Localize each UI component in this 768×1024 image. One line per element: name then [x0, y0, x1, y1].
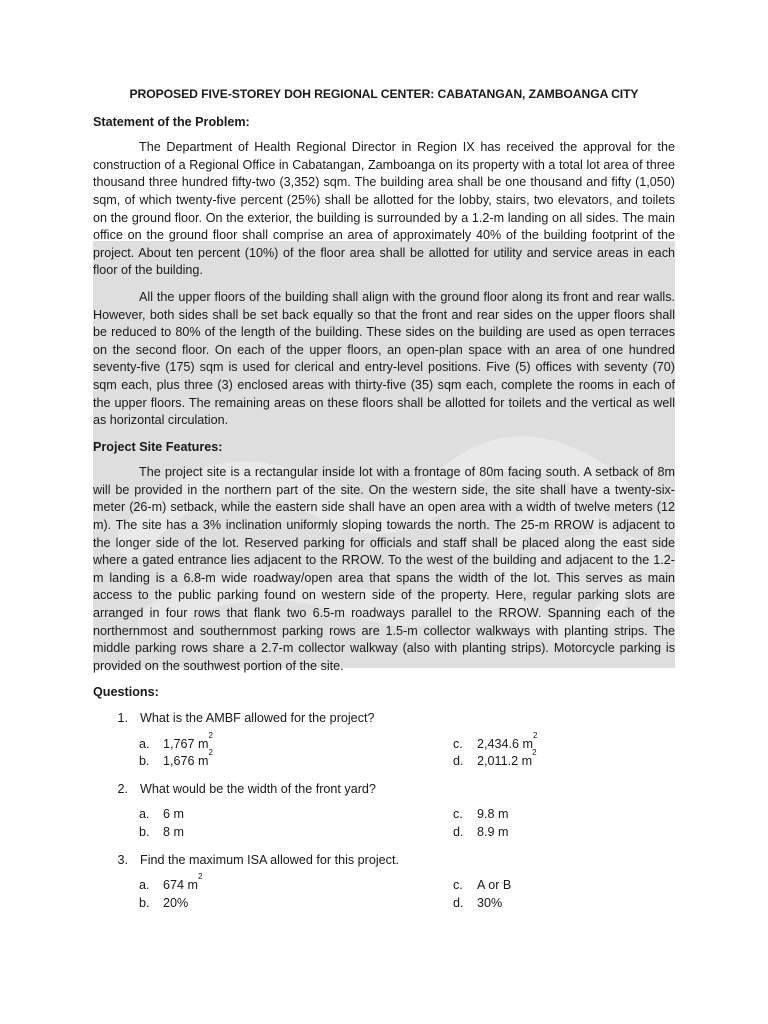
- site-paragraph-1: The project site is a rectangular inside lot with a frontage of 80m facing south. A setback of 8m will be provided in the northern part of the site. On the western side, the site shall have a twenty-six-meter (26-m) setback, while the eastern side shall have an open area with a width of twelve meters (12 m). The site has a 3% inclination uniformly sloping towards the north. The 25-m RROW is adjacent to the longer side of the lot. Reserved parking for officials and staff shall be placed along the east side where a gated entrance lies adjacent to the RROW. To the west of the building and adjacent to the 1.2-m landing is a 6.8-m wide roadway/open area that spans the width of the lot. This serves as main access to the public parking found on western side of the property. Here, regular parking slots are arranged in four rows that flank two 6.5-m roadways parallel to the RROW. Spanning each of the northernmost and southernmost parking rows are 1.5-m collector walkways with planting strips. The middle parking rows share a 2.7-m collector walkway (also with planting strips). Motorcycle parking is provided on the southwest portion of the site.: [93, 465, 675, 673]
- document-page: [93, 86, 675, 922]
- option-a: a. 674 m 2: [139, 872, 203, 893]
- option-a: a. 6 m: [139, 807, 184, 822]
- document-title: PROPOSED FIVE-STOREY DOH REGIONAL CENTER: CABATANGAN, ZAMBOANGA CITY: [129, 87, 639, 101]
- problem-heading: Statement of the Problem:: [93, 114, 250, 129]
- question-text: What would be the width of the front yard?: [140, 781, 376, 796]
- site-heading: Project Site Features:: [93, 439, 223, 454]
- question-number: 3.: [117, 852, 128, 867]
- problem-paragraph-1: The Department of Health Regional Director in Region IX has received the approval for the construction of a Regional Office in Cabatangan, Zamboanga on its property with a total lot area of three thousand three hundred fifty-two (3,352) sqm. The building area shall be one thousand and fifty (1,050) sqm, of which twenty-five percent (25%) shall be allotted for the lobby, stairs, two elevators, and toilets on the ground floor. On the exterior, the building is surrounded by a 1.2-m landing on all sides. The main office on the ground floor shall comprise an area of approximately 40% of the building footprint of the project. About ten percent (10%) of the floor area shall be allotted for utility and service areas in each floor of the building.: [93, 140, 675, 278]
- problem-paragraph-2: All the upper floors of the building shall align with the ground floor along its front and rear walls. However, both sides shall be set back equally so that the front and rear sides on the upper floors shall be reduced to 80% of the length of the building. These sides on the building are used as open terraces on the second floor. On each of the upper floors, an open-plan space with an area of one hundred seventy-five (175) sqm is used for clerical and entry-level positions. Five (5) offices with seventy (70) sqm each, plus three (3) enclosed areas with thirty-five (35) sqm each, complete the rooms in each of the upper floors. The remaining areas on these floors shall be allotted for toilets and the vertical as well as horizontal circulation.: [93, 289, 675, 428]
- questions-heading: Questions:: [93, 685, 159, 700]
- option-b: b. 1,676 m 2: [139, 748, 213, 769]
- option-c: c. 9.8 m: [453, 807, 509, 822]
- option-b: b. 8 m: [139, 824, 184, 839]
- question-list: [93, 710, 675, 912]
- option-c: c. 2,434.6 m 2: [453, 730, 538, 751]
- option-b: b. 20%: [139, 895, 189, 910]
- answer-options: [139, 806, 675, 841]
- option-a: a. 1,767 m 2: [139, 730, 213, 751]
- question-number: 1.: [117, 711, 128, 725]
- question-text: Find the maximum ISA allowed for this project.: [140, 852, 399, 867]
- option-d: d. 8.9 m: [453, 824, 509, 839]
- question-number: 2.: [117, 781, 128, 796]
- option-d: d. 30%: [453, 895, 503, 910]
- question-text: What is the AMBF allowed for the project?: [140, 711, 375, 725]
- answer-options: [139, 730, 675, 771]
- question-3: [93, 852, 675, 913]
- question-1: [93, 710, 675, 771]
- answer-options: [139, 872, 675, 912]
- option-c: c. A or B: [453, 878, 512, 893]
- option-d: d. 2,011.2 m 2: [453, 748, 537, 769]
- question-2: [93, 781, 675, 842]
